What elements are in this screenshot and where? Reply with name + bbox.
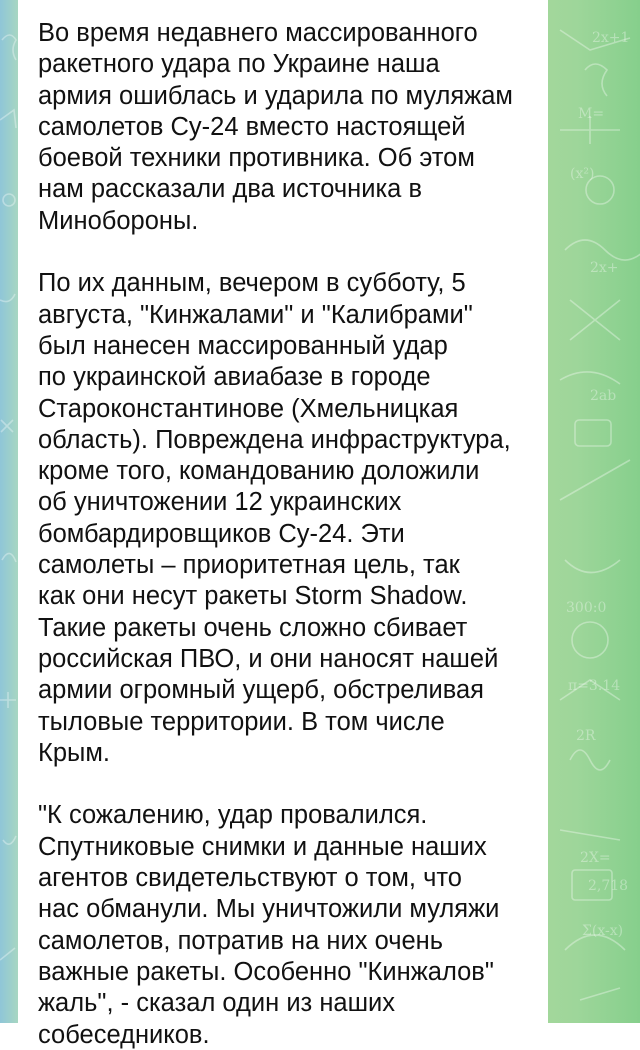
- text-line: "К сожалению, удар провалился.: [38, 800, 538, 831]
- svg-text:π=3.14: π=3.14: [568, 678, 620, 694]
- text-line: по украинской авиабазе в городе: [38, 362, 538, 393]
- text-line: важные ракеты. Особенно "Кинжалов": [38, 957, 538, 988]
- text-line: нас обманули. Мы уничтожили муляжи: [38, 894, 538, 925]
- text-line: как они несут ракеты Storm Shadow.: [38, 581, 538, 612]
- text-line: Староконстантинове (Хмельницкая: [38, 394, 538, 425]
- text-line: самолетов Су-24 вместо настоящей: [38, 112, 538, 143]
- text-line: область). Повреждена инфраструктура,: [38, 425, 538, 456]
- text-line: Минобороны.: [38, 206, 538, 237]
- message-bubble: [18, 0, 548, 1050]
- message-paragraph: [38, 268, 538, 769]
- text-line: По их данным, вечером в субботу, 5: [38, 268, 538, 299]
- message-paragraph: [38, 18, 538, 237]
- svg-text:2x+1: 2x+1: [592, 30, 629, 46]
- message-paragraph: [38, 800, 538, 1050]
- svg-text:2x+: 2x+: [590, 260, 619, 276]
- text-line: самолеты – приоритетная цель, так: [38, 550, 538, 581]
- text-line: армии огромный ущерб, обстреливая: [38, 675, 538, 706]
- text-line: тыловые территории. В том числе: [38, 707, 538, 738]
- text-line: армия ошиблась и ударила по муляжам: [38, 81, 538, 112]
- svg-text:2ab: 2ab: [590, 388, 616, 404]
- svg-text:300:0: 300:0: [566, 600, 606, 616]
- text-line: самолетов, потратив на них очень: [38, 926, 538, 957]
- text-line: августа, "Кинжалами" и "Калибрами": [38, 300, 538, 331]
- text-line: жаль", - сказал один из наших: [38, 988, 538, 1019]
- text-line: Такие ракеты очень сложно сбивает: [38, 613, 538, 644]
- svg-text:(x²): (x²): [570, 166, 594, 182]
- text-line: бомбардировщиков Су-24. Эти: [38, 519, 538, 550]
- text-line: боевой техники противника. Об этом: [38, 143, 538, 174]
- text-line: Крым.: [38, 738, 538, 769]
- text-line: ракетного удара по Украине наша: [38, 49, 538, 80]
- text-line: Во время недавнего массированного: [38, 18, 538, 49]
- svg-text:2R: 2R: [576, 728, 596, 744]
- text-line: был нанесен массированный удар: [38, 331, 538, 362]
- text-line: собеседников.: [38, 1020, 538, 1050]
- text-line: об уничтожении 12 украинских: [38, 487, 538, 518]
- message-text: [38, 18, 538, 1050]
- svg-text:2X=: 2X=: [580, 850, 611, 866]
- text-line: Спутниковые снимки и данные наших: [38, 832, 538, 863]
- svg-text:Σ(x-x): Σ(x-x): [582, 923, 623, 939]
- text-line: агентов свидетельствуют о том, что: [38, 863, 538, 894]
- svg-text:M=: M=: [578, 106, 604, 122]
- text-line: российская ПВО, и они наносят нашей: [38, 644, 538, 675]
- text-line: кроме того, командованию доложили: [38, 456, 538, 487]
- svg-text:2,718: 2,718: [588, 878, 628, 894]
- text-line: нам рассказали два источника в: [38, 174, 538, 205]
